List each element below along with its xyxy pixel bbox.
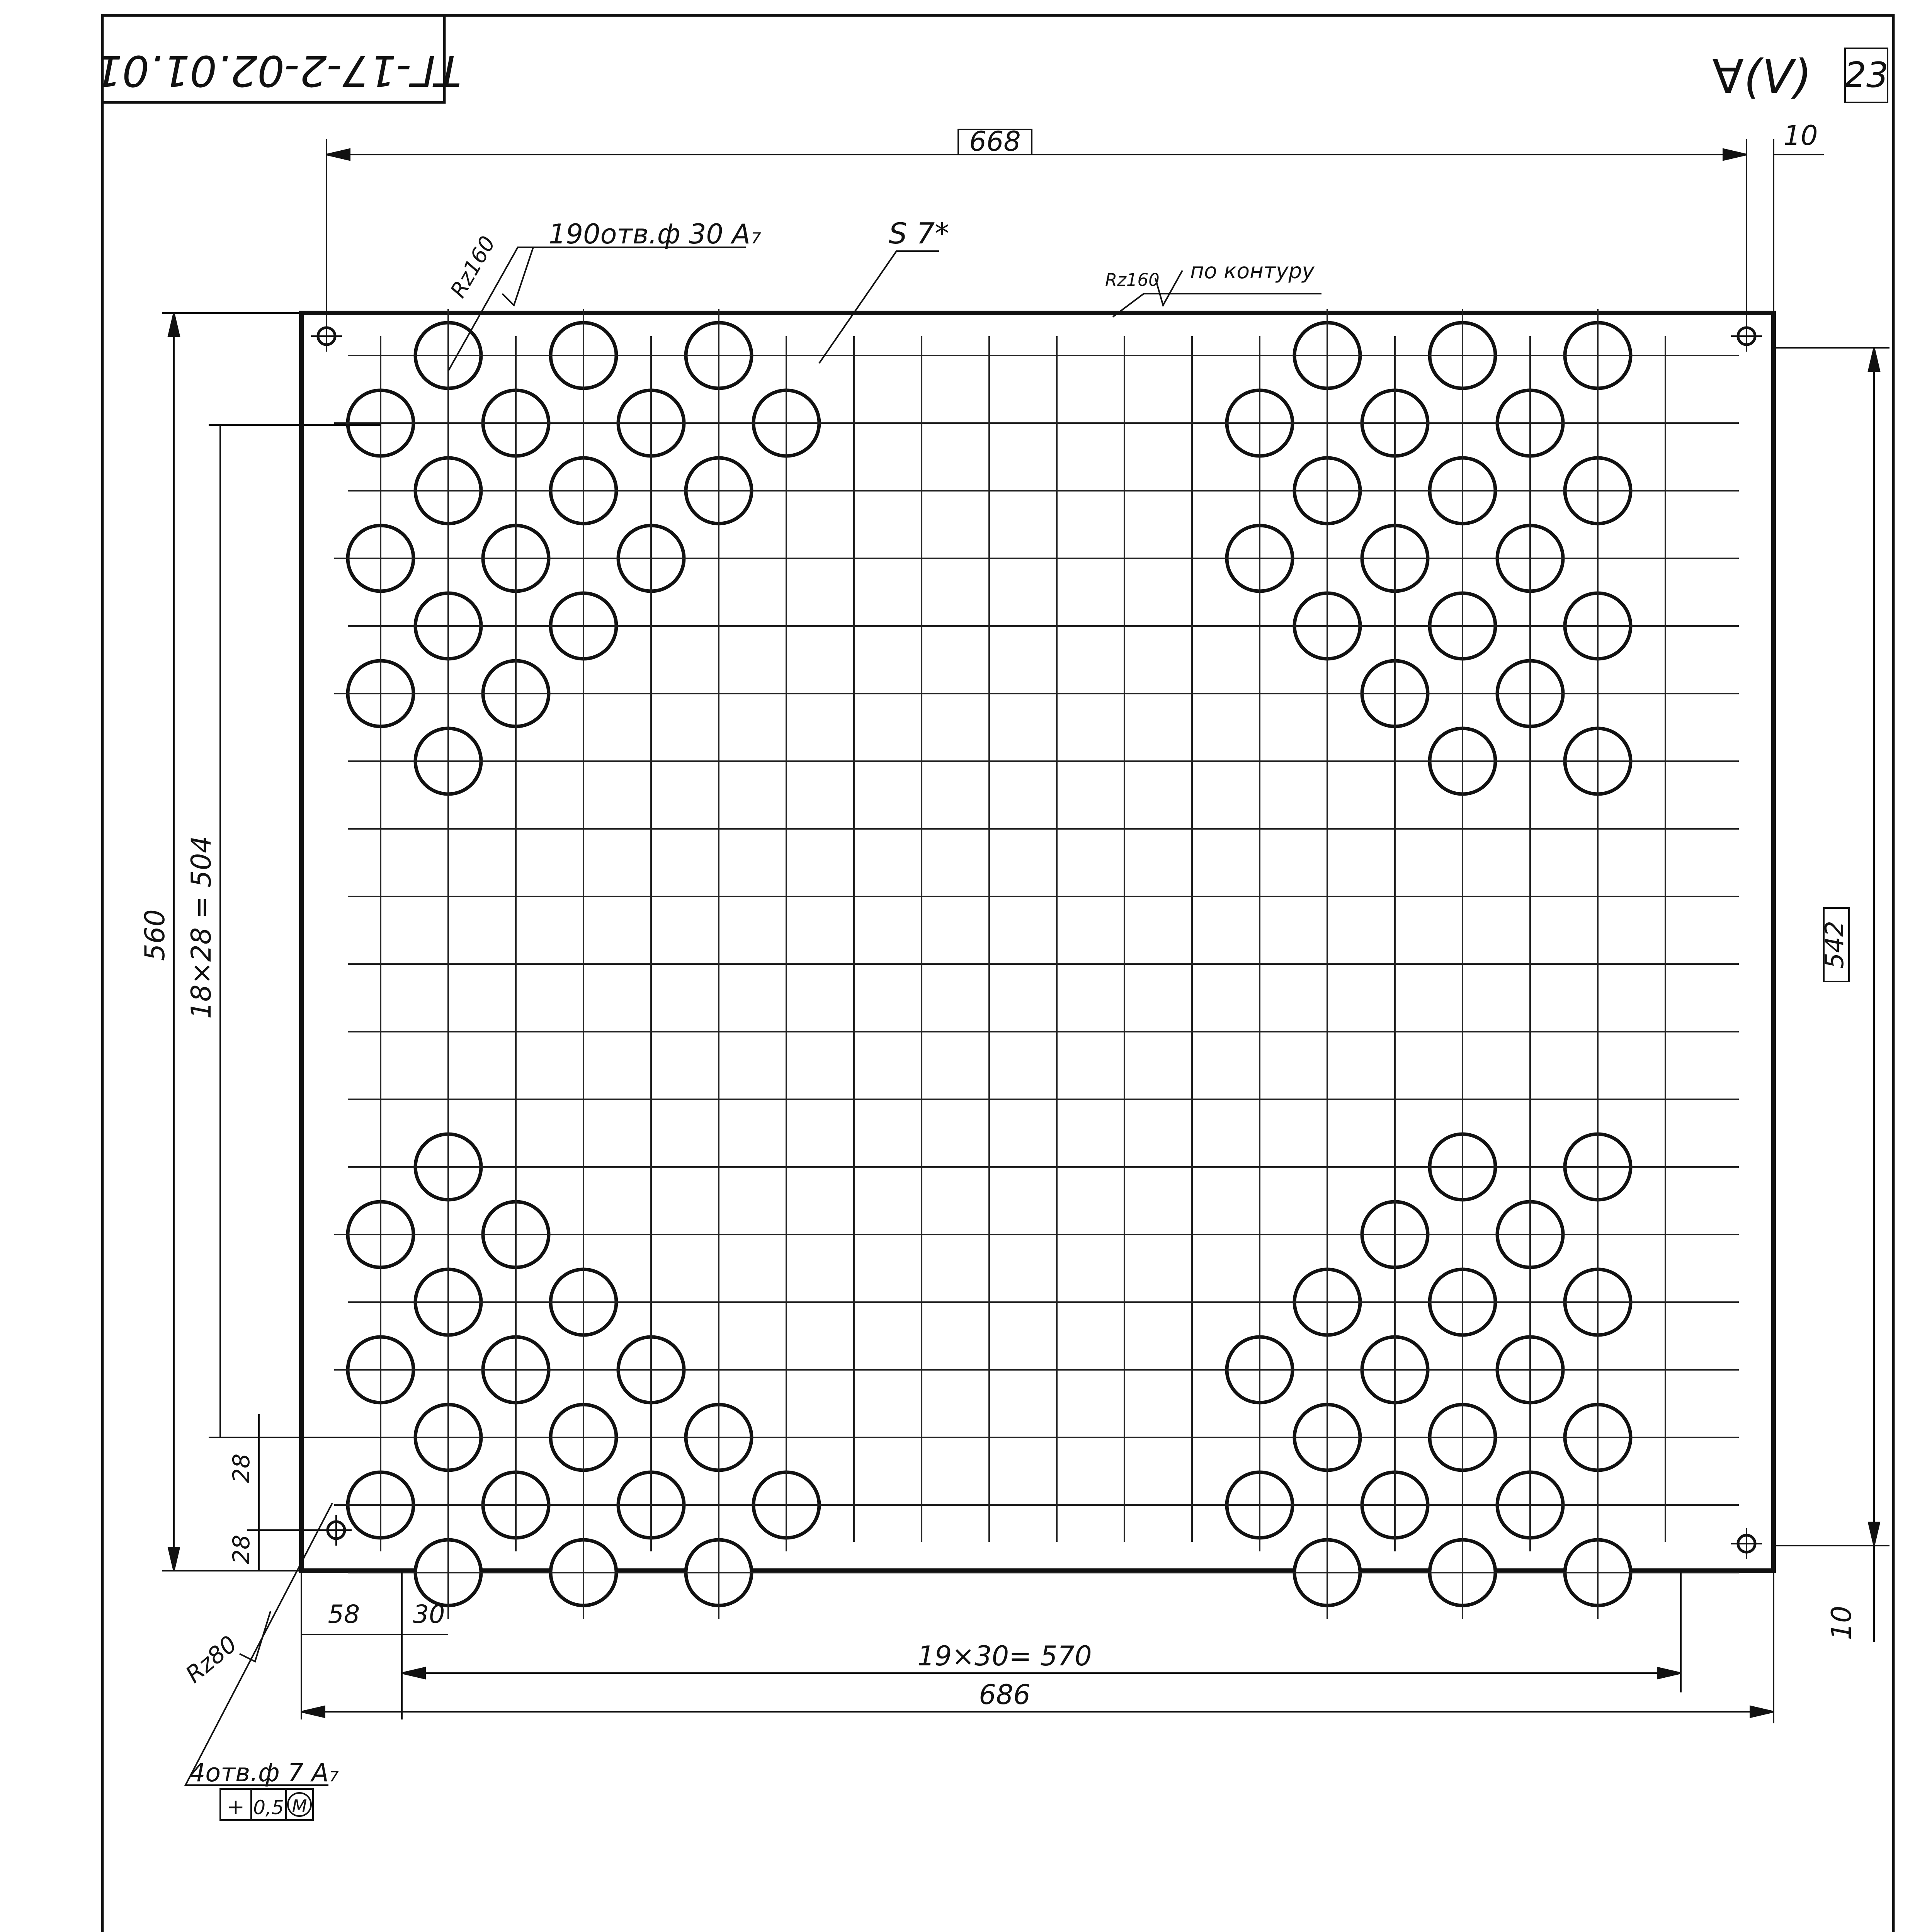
dim-right-height: 542 <box>1820 920 1849 969</box>
corner-hole-tr <box>1731 321 1762 352</box>
hole-centerline <box>334 1188 427 1281</box>
hole-centerline <box>469 1459 562 1551</box>
hole-centerline <box>605 1459 697 1551</box>
hole-centerline <box>672 309 765 402</box>
dim-left-bottom: 28 <box>228 1534 255 1565</box>
hole-centerline <box>1484 1459 1577 1551</box>
hole-centerline <box>1484 512 1577 605</box>
hole-centerline <box>1551 715 1644 808</box>
rotated-stamp: ТГ-17-2-02.01.01 <box>95 46 461 95</box>
hole-centerline <box>1281 309 1374 402</box>
hole-centerline <box>1484 647 1577 740</box>
hole-centerline <box>469 1323 562 1416</box>
dim-height-holes: 18×28 = 504 <box>185 836 217 1019</box>
dim-height-total: 560 <box>139 909 171 961</box>
hole-centerline <box>672 1526 765 1619</box>
roughness-holes: Rz160 <box>445 231 500 302</box>
hole-centerline <box>402 444 495 537</box>
hole-centerline <box>402 309 495 402</box>
hole-centerline <box>469 1188 562 1281</box>
hole-centerline <box>1416 309 1509 402</box>
roughness-contour-prefix: Rz160 <box>1105 270 1160 290</box>
hole-centerline <box>334 1459 427 1551</box>
dimension-lines <box>162 139 1889 1785</box>
hole-centerline <box>672 1391 765 1484</box>
roughness-small-symbol <box>240 1611 270 1662</box>
hole-centerline <box>1551 444 1644 537</box>
hole-centerline <box>1349 1323 1441 1416</box>
dim-bottom-left: 58 <box>328 1600 360 1629</box>
hole-centerline <box>1281 1391 1374 1484</box>
corner-hole-br <box>1731 1528 1762 1559</box>
hole-centerline <box>402 1391 495 1484</box>
hole-centerline <box>1213 1323 1306 1416</box>
hole-centerline <box>334 1323 427 1416</box>
tolerance-frame <box>220 1789 313 1820</box>
hole-centerline <box>537 580 630 672</box>
general-roughness: ∀(V) <box>1712 50 1812 104</box>
hole-centerline <box>740 1459 833 1551</box>
hole-centerline <box>1416 1256 1509 1349</box>
dim-bottom-step: 30 <box>413 1600 445 1629</box>
hole-centerline <box>537 1256 630 1349</box>
roughness-holes-symbol <box>502 247 533 305</box>
hole-centerline <box>1551 1391 1644 1484</box>
hole-centerline <box>1349 1459 1441 1551</box>
hole-centerline <box>1551 1526 1644 1619</box>
dim-bottom-holes: 19×30= 570 <box>917 1640 1092 1672</box>
hole-centerline <box>1416 715 1509 808</box>
hole-centerline <box>537 444 630 537</box>
hole-centerline <box>1416 1526 1509 1619</box>
dim-top-width: 668 <box>969 126 1021 157</box>
hole-centerline <box>1349 377 1441 469</box>
hole-centerline <box>1281 1256 1374 1349</box>
hole-centerline <box>402 1121 495 1213</box>
hole-centerline <box>1551 580 1644 672</box>
hole-centerline <box>605 377 697 469</box>
hole-centerline <box>1416 444 1509 537</box>
hole-centerline <box>1551 1256 1644 1349</box>
hole-centerline <box>537 1526 630 1619</box>
dim-left-step: 28 <box>228 1453 255 1483</box>
hole-centerline <box>469 647 562 740</box>
hole-centerline <box>334 512 427 605</box>
hole-centerline <box>1349 647 1441 740</box>
hole-centerline <box>1281 1526 1374 1619</box>
holes-main-label: 190отв.ф 30 A₇ <box>549 218 762 250</box>
hole-centerline <box>402 580 495 672</box>
hole-centerline <box>537 309 630 402</box>
hole-centerline <box>402 715 495 808</box>
hole-centerline <box>1484 1188 1577 1281</box>
thickness-label: S 7* <box>889 216 949 250</box>
hole-centerline <box>1551 1121 1644 1213</box>
hole-centerline <box>1484 377 1577 469</box>
dim-bottom-total: 686 <box>979 1679 1031 1711</box>
hole-centerline <box>1416 1121 1509 1213</box>
hole-centerline <box>605 1323 697 1416</box>
corner-hole-tl <box>311 321 342 352</box>
hole-centerline <box>1213 377 1306 469</box>
hole-centerline <box>1484 1323 1577 1416</box>
hole-centerline <box>469 512 562 605</box>
tolerance-value: 0,5 <box>253 1796 284 1819</box>
hole-centerline <box>1551 309 1644 402</box>
roughness-small: Rz80 <box>180 1630 242 1689</box>
hole-centerline <box>334 647 427 740</box>
hole-centerline <box>1416 580 1509 672</box>
hole-centerline <box>1349 1188 1441 1281</box>
tolerance-sign: + <box>226 1794 245 1819</box>
hole-centerline <box>334 377 427 469</box>
hole-centerline <box>1349 512 1441 605</box>
holes-small-label: 4отв.ф 7 A₇ <box>189 1759 339 1787</box>
hole-centerline <box>1416 1391 1509 1484</box>
hole-centerline <box>1213 512 1306 605</box>
hole-centerline <box>537 1391 630 1484</box>
hole-centerline <box>672 444 765 537</box>
dim-top-offset: 10 <box>1783 120 1818 151</box>
hole-centerline <box>402 1256 495 1349</box>
hole-centerline <box>605 512 697 605</box>
dim-right-bottom: 10 <box>1826 1605 1857 1640</box>
hole-centerline <box>469 377 562 469</box>
hole-centerline <box>1281 444 1374 537</box>
corner-sheet-number: 23 <box>1844 55 1889 95</box>
hole-centerline <box>740 377 833 469</box>
tolerance-modifier: М <box>292 1796 307 1816</box>
hole-centerline <box>1281 580 1374 672</box>
roughness-contour-label: по контуру <box>1190 259 1315 283</box>
hole-centerline <box>1213 1459 1306 1551</box>
